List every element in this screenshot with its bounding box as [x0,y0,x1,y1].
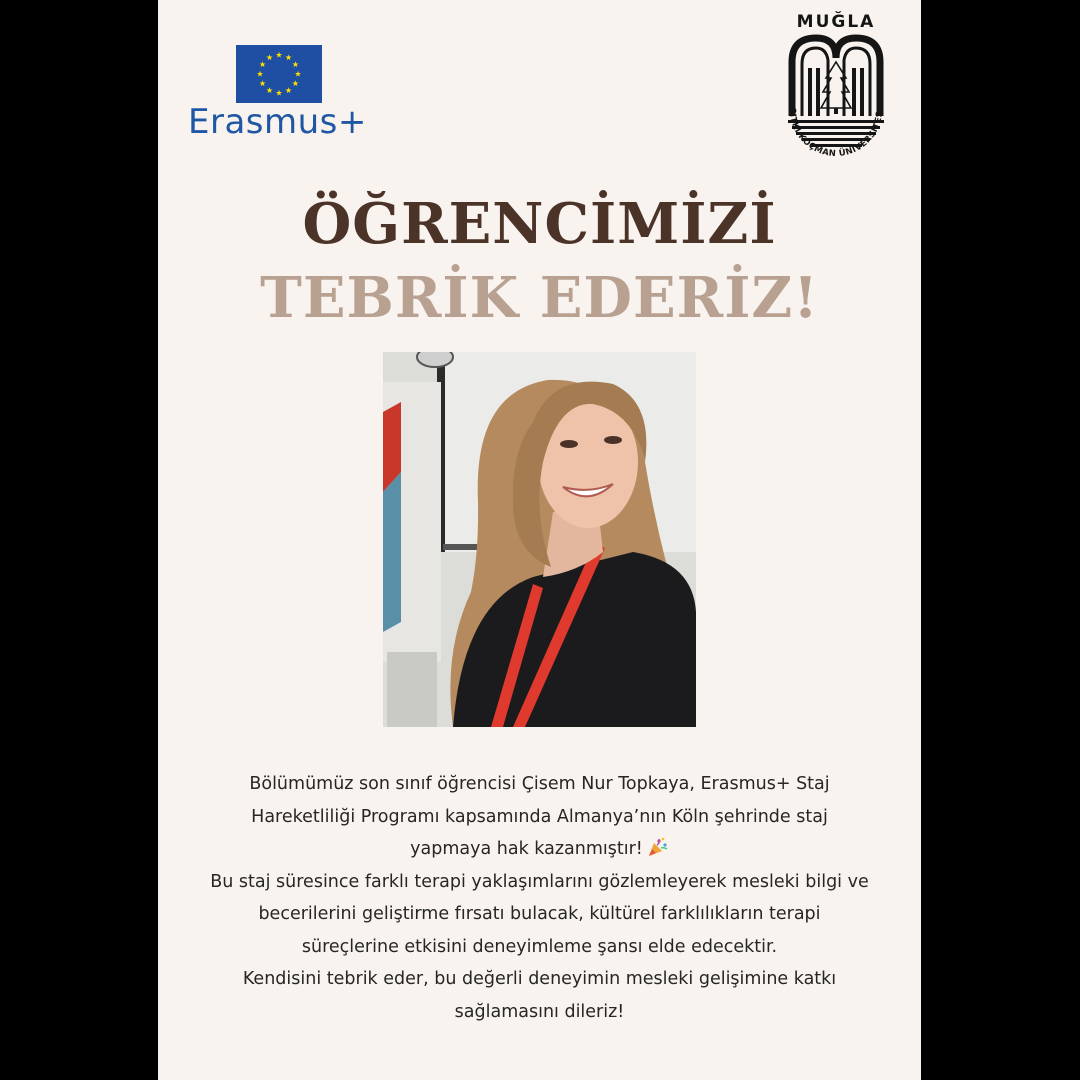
eu-star-icon [266,87,272,93]
headline-line-1: ÖĞRENCİMİZİ [302,191,777,257]
poster [158,0,921,1080]
university-name: MUĞLA [796,12,876,32]
body-line-6: süreçlerine etkisini deneyimleme şansı elde edecektir. [301,936,778,957]
eu-flag-icon [236,45,322,103]
body-line-5: becerilerini geliştirme fırsatı bulacak, kültürel farklılıkların terapi [258,904,821,924]
eu-star-icon [276,52,282,58]
body-line-7: Kendisini tebrik eder, bu değerli deneyimin mesleki gelişimine katkı [242,969,837,989]
body-line-3-text: yapmaya hak kazanmıştır! [410,839,643,859]
eu-star-icon [260,61,266,67]
eu-star-icon [292,80,298,86]
body-line-2: Hareketliliği Programı kapsamında Almanya’nın Köln şehrinde staj [251,806,828,827]
eu-star-icon [285,54,291,60]
eu-star-icon [266,54,272,60]
eu-star-icon [260,80,266,86]
body-line-8: sağlamasını dileriz! [454,1001,625,1022]
eu-star-icon [295,71,301,77]
announcement-text [158,768,921,1028]
eu-star-icon [257,71,263,77]
student-portrait-photo [383,352,696,727]
university-seal-icon [780,8,892,170]
university-ring-text: SITKI KOÇMAN ÜNİVERSİTES [786,107,886,160]
eu-star-icon [285,87,291,93]
eu-star-icon [292,61,298,67]
erasmus-logo-text: Erasmus+ [188,102,367,142]
party-popper-icon [647,836,669,856]
body-line-3 [158,833,921,866]
body-line-1: Bölümümüz son sınıf öğrencisi Çisem Nur Topkaya, Erasmus+ Staj [249,774,830,794]
university-seal-graphic [780,32,892,168]
headline-line-2: TEBRİK EDERİZ! [260,265,819,331]
eu-star-icon [276,90,282,96]
body-line-4: Bu staj süresince farklı terapi yaklaşımlarını gözlemleyerek mesleki bilgi ve [210,871,869,892]
